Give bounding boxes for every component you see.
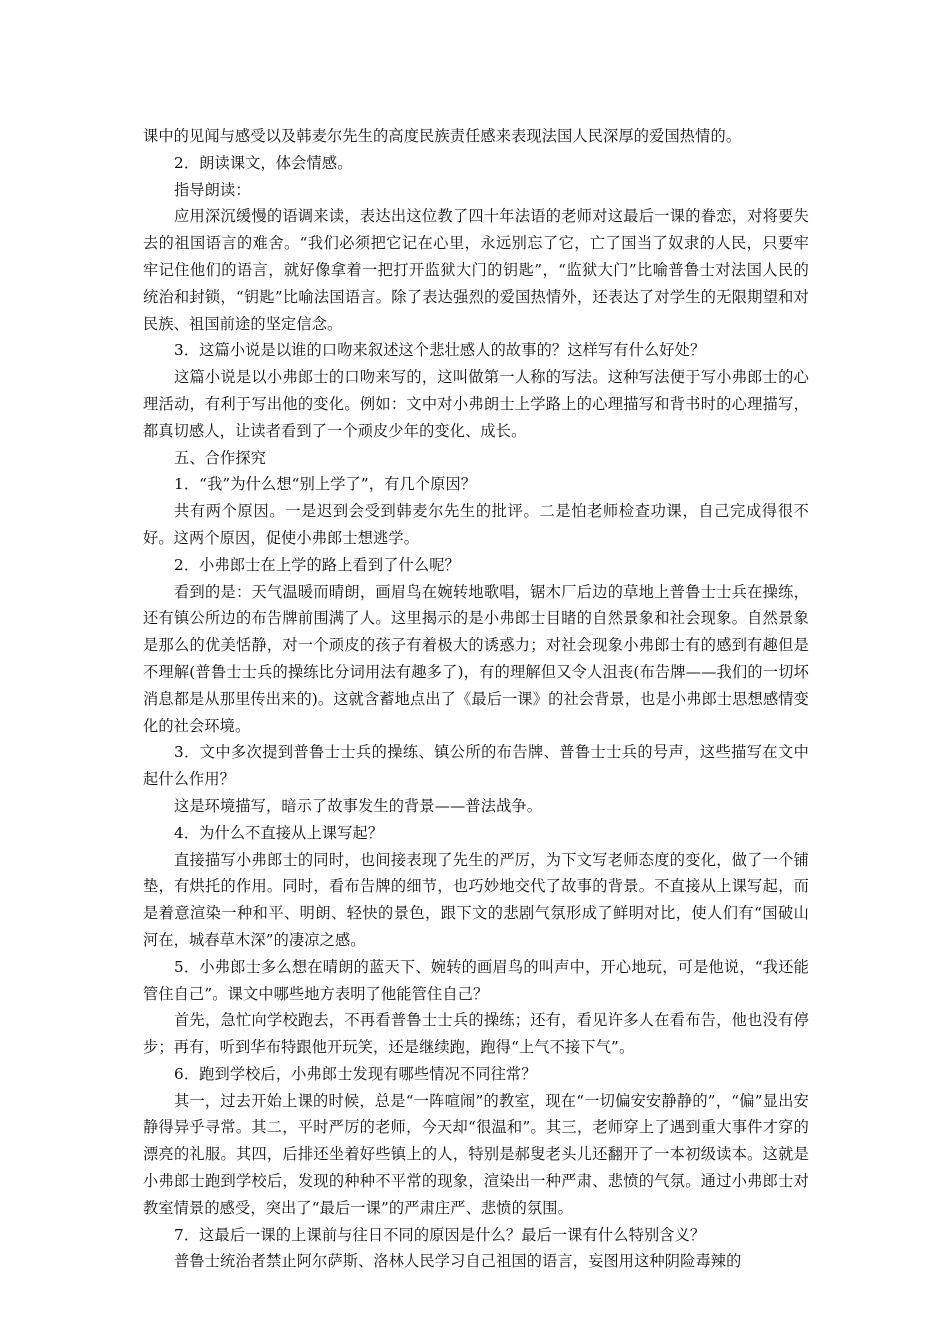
answer: 首先，急忙向学校跑去，不再看普鲁士士兵的操练；还有，看见许多人在看布告，他也没有停步；再有，听到华布特跟他开玩笑，还是继续跑，跑得“上气不接下气”。 <box>143 1011 809 1057</box>
answer: 其一，过去开始上课的时候，总是“一阵喧闹”的教室，现在“一切偏安安静静的”，“偏”显出安静得异乎寻常。其二，平时严厉的老师，今天却“很温和”。其三，老师穿上了遇到重大事件才穿的漂亮的礼服。其四，后排还坐着好些镇上的人，特别是郝叟老头儿还翻开了一本初级读本。这就是小弗郎士跑到学校后，发现的种种不平常的现象，渲染出一种严肃、悲愤的气氛。通过小弗郎士对教室情景的感受，突出了“最后一课”的严肃庄严、悲愤的氛围。 <box>143 1091 809 1217</box>
paragraph: 2．朗读课文，体会情感。 <box>174 153 353 172</box>
question: 2．小弗郎士在上学的路上看到了什么呢？ <box>174 555 460 574</box>
answer: 共有两个原因。一是迟到会受到韩麦尔先生的批评。二是怕老师检查功课，自己完成得很不好。这两个原因，促使小弗郎士想逃学。 <box>143 502 809 547</box>
answer: 这是环境描写，暗示了故事发生的背景——普法战争。 <box>174 796 543 815</box>
document-body <box>143 123 809 1275</box>
question: 5．小弗郎士多么想在晴朗的蓝天下、婉转的画眉鸟的叫声中，开心地玩，可是他说，“我还能管住自己”。课文中哪些地方表明了他能管住自己？ <box>143 957 809 1003</box>
question: 4．为什么不直接从上课写起？ <box>174 823 384 842</box>
answer: 直接描写小弗郎士的同时，也间接表现了先生的严厉，为下文写老师态度的变化，做了一个铺垫，有烘托的作用。同时，看布告牌的细节，也巧妙地交代了故事的背景。不直接从上课写起，而是着意渲染一种和平、明朗、轻快的景色，跟下文的悲剧气氛形成了鲜明对比，使人们有“国破山河在，城春草木深”的凄凉之感。 <box>143 850 809 949</box>
section-heading: 五、合作探究 <box>174 448 267 467</box>
question: 7．这最后一课的上课前与往日不同的原因是什么？最后一课有什么特别含义？ <box>174 1225 706 1244</box>
paragraph: 指导朗读： <box>174 180 251 199</box>
paragraph: 课中的见闻与感受以及韩麦尔先生的高度民族责任感来表现法国人民深厚的爱国热情的。 <box>143 127 742 145</box>
paragraph: 应用深沉缓慢的语调来读，表达出这位教了四十年法语的老师对这最后一课的眷恋，对将要失去的祖国语言的难舍。“我们必须把它记在心里，永远别忘了它，亡了国当了奴隶的人民，只要牢牢记住他们的语言，就好像拿着一把打开监狱大门的钥匙”，“监狱大门”比喻普鲁士对法国人民的统治和封锁，“钥匙”比喻法国语言。除了表达强烈的爱国热情外，还表达了对学生的无限期望和对民族、祖国前途的坚定信念。 <box>143 207 809 333</box>
paragraph: 这篇小说是以小弗郎士的口吻来写的，这叫做第一人称的写法。这种写法便于写小弗郎士的心理活动，有利于写出他的变化。例如：文中对小弗朗士上学路上的心理描写和背书时的心理描写，都真切感人，让读者看到了一个顽皮少年的变化、成长。 <box>143 368 809 440</box>
question: 6．跑到学校后，小弗郎士发现有哪些情况不同往常？ <box>174 1064 537 1083</box>
question: 3．文中多次提到普鲁士士兵的操练、镇公所的布告牌、普鲁士士兵的号声，这些描写在文中起什么作用？ <box>143 743 809 789</box>
answer: 看到的是：天气温暖而晴朗，画眉鸟在婉转地歌唱，锯木厂后边的草地上普鲁士士兵在操练，还有镇公所边的布告牌前围满了人。这里揭示的是小弗郎士目睹的自然景象和社会现象。自然景象是那么的优美恬静，对一个顽皮的孩子有着极大的诱惑力；对社会现象小弗郎士有的感到有趣但是不理解(普鲁士士兵的操练比分词用法有趣多了)，有的理解但又令人沮丧(布告牌——我们的一切坏消息都是从那里传出来的)。这就含蓄地点出了《最后一课》的社会背景，也是小弗郎士思想感情变化的社会环境。 <box>143 582 809 735</box>
answer: 普鲁士统治者禁止阿尔萨斯、洛林人民学习自己祖国的语言，妄图用这种阴险毒辣的 <box>174 1252 742 1271</box>
question: 1．“我”为什么想“别上学了”，有几个原因？ <box>174 475 477 494</box>
paragraph: 3．这篇小说是以谁的口吻来叙述这个悲壮感人的故事的？这样写有什么好处？ <box>174 341 706 360</box>
